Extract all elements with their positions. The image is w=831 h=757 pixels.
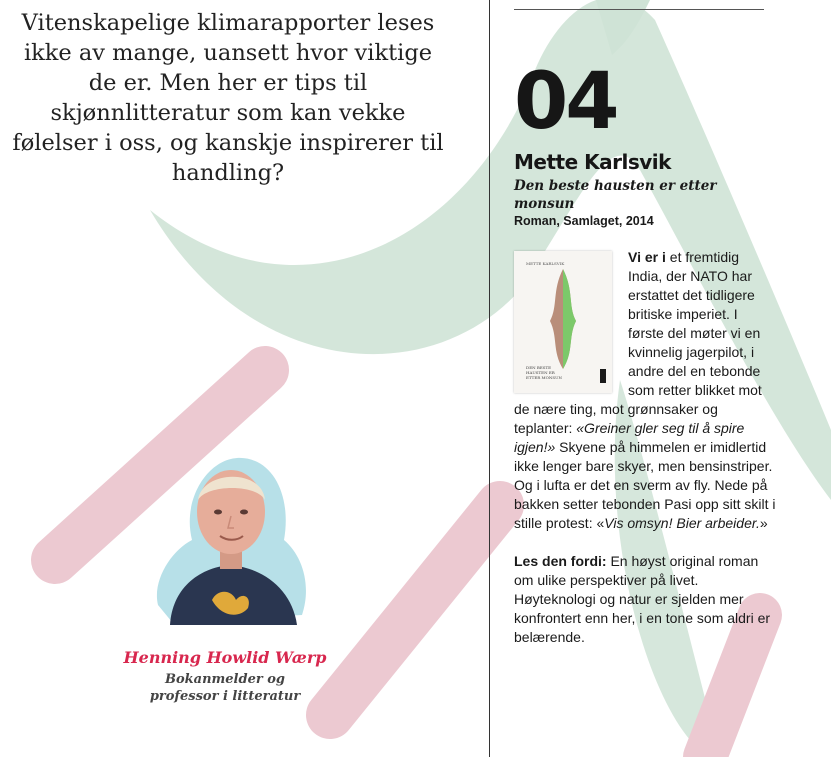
reviewer-byline [120,648,330,705]
book-cover-image [514,251,612,393]
paragraph1-end: » [759,515,768,531]
paragraph2-text: En høyst original roman om ulike perspektiver på livet. Høyteknologi og natur er sjelden mer konfrontert enn her, i en tone som aldri er belærende. [514,553,771,645]
cover-title-line2: HAUSTEN ER [526,370,555,375]
review-number: 04 [514,57,617,147]
pink-stroke-middle [330,505,500,715]
cover-title-line1: DEN BESTE [526,365,552,370]
cover-title-line3: ETTER MONSUN [526,375,563,380]
review-body [514,248,776,647]
paragraph1-lead: Vi er i [628,249,666,265]
cover-author-text: METTE KARLSVIK [526,261,565,266]
column-divider [489,0,490,757]
paragraph2-lead: Les den fordi: [514,553,607,569]
paragraph1-quote2: Vis omsyn! Bier arbeider. [604,515,760,531]
paragraph1-text-a: et fremtidig India, der NATO har erstattet det tidligere britiske imperiet. I første del møter vi en kvinnelig jagerpilot, i andre del en tebonde som retter blikket mot de nære ting, mot grønnsaker og teplanter: [514,249,762,436]
book-review [514,57,776,647]
reviewer-role [120,671,330,705]
paragraph1-text-b: Skyene på himmelen er imidlertid ikke lenger bare skyer, men bensinstriper. Og i lufta er det en sverm av fly. Nede på bakken setter tebonden Pasi opp sitt skilt i stille protest: « [514,439,776,531]
paragraph2 [514,552,776,647]
reviewer-role-line2: professor i litteratur [149,689,301,704]
book-title: Den beste hausten er etter monsun [514,178,717,212]
book-author: Mette Karlsvik [514,150,671,174]
reviewer-portrait [152,440,310,625]
intro-text: Vitenskapelige klimarapporter leses ikke av mange, uansett hvor viktige de er. Men her er tips til skjønnlitteratur som kan vekke følelser i oss, og kanskje inspirerer til handling? [12,10,444,186]
paragraph1-quote: «Greiner gler seg til å spire igjen!» [514,420,745,455]
reviewer-role-line1: Bokanmelder og [164,672,285,687]
top-rule [514,9,764,10]
reviewer-name: Henning Howlid Wærp [123,648,327,667]
book-meta: Roman, Samlaget, 2014 [514,214,654,228]
